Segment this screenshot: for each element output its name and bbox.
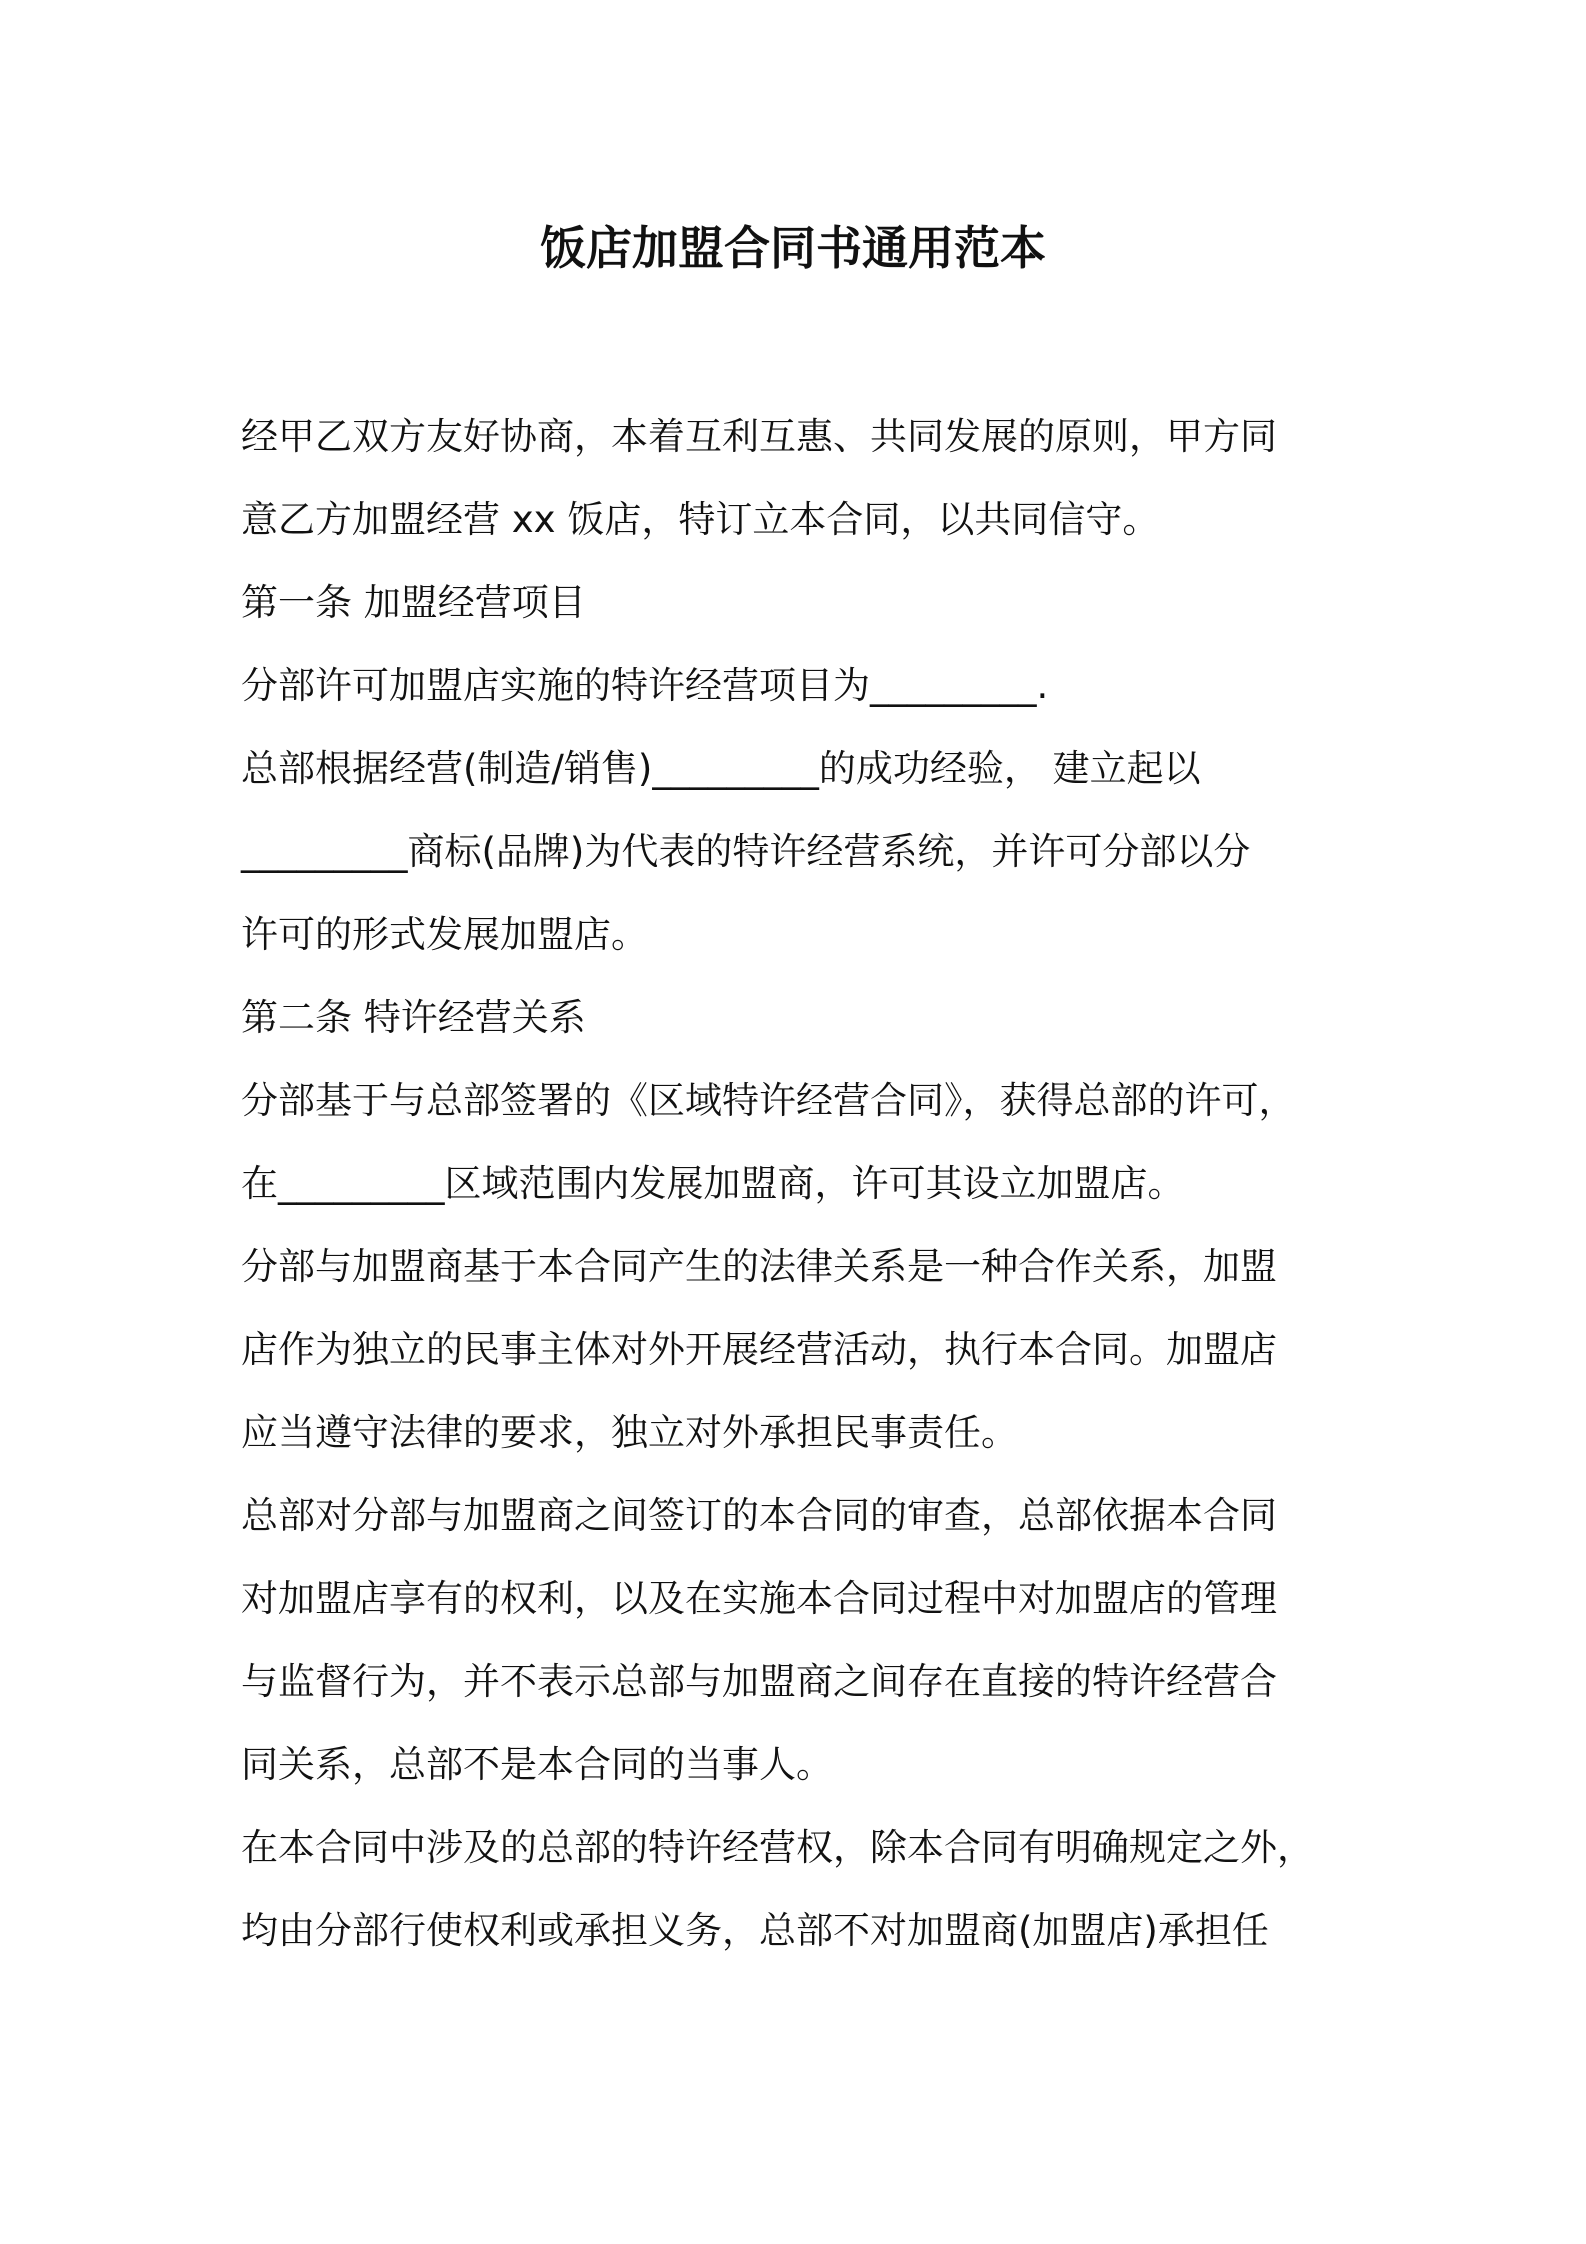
- paragraph-line: 对加盟店享有的权利，以及在实施本合同过程中对加盟店的管理: [241, 1577, 1277, 1620]
- paragraph-line: 意乙方加盟经营 xx 饭店，特订立本合同，以共同信守。: [241, 498, 1160, 541]
- paragraph-line: 分部与加盟商基于本合同产生的法律关系是一种合作关系，加盟: [241, 1245, 1277, 1288]
- paragraph-line: 经甲乙双方友好协商，本着互利互惠、共同发展的原则，甲方同: [241, 415, 1277, 458]
- paragraph-line: 应当遵守法律的要求，独立对外承担民事责任。: [241, 1411, 1018, 1454]
- section-heading-2: 第二条 特许经营关系: [241, 996, 586, 1039]
- document-title: 饭店加盟合同书通用范本: [540, 221, 1046, 275]
- paragraph-line: 与监督行为，并不表示总部与加盟商之间存在直接的特许经营合: [241, 1660, 1277, 1703]
- paragraph-line: 店作为独立的民事主体对外开展经营活动，执行本合同。加盟店: [241, 1328, 1277, 1371]
- paragraph-line: 分部基于与总部签署的《区域特许经营合同》，获得总部的许可，: [241, 1079, 1296, 1122]
- paragraph-line: _________商标(品牌)为代表的特许经营系统，并许可分部以分: [241, 830, 1251, 873]
- paragraph-line: 分部许可加盟店实施的特许经营项目为_________.: [241, 664, 1049, 707]
- paragraph-line: 在本合同中涉及的总部的特许经营权，除本合同有明确规定之外，: [241, 1826, 1314, 1869]
- paragraph-line: 在_________区域范围内发展加盟商，许可其设立加盟店。: [241, 1162, 1185, 1205]
- paragraph-line: 总部对分部与加盟商之间签订的本合同的审查，总部依据本合同: [241, 1494, 1277, 1537]
- paragraph-line: 同关系，总部不是本合同的当事人。: [241, 1743, 833, 1786]
- section-heading-1: 第一条 加盟经营项目: [241, 581, 586, 624]
- paragraph-line: 总部根据经营(制造/销售)_________的成功经验， 建立起以: [241, 747, 1201, 790]
- paragraph-line: 许可的形式发展加盟店。: [241, 913, 648, 956]
- document-body: [241, 395, 1361, 1972]
- paragraph-line: 均由分部行使权利或承担义务，总部不对加盟商(加盟店)承担任: [241, 1909, 1269, 1952]
